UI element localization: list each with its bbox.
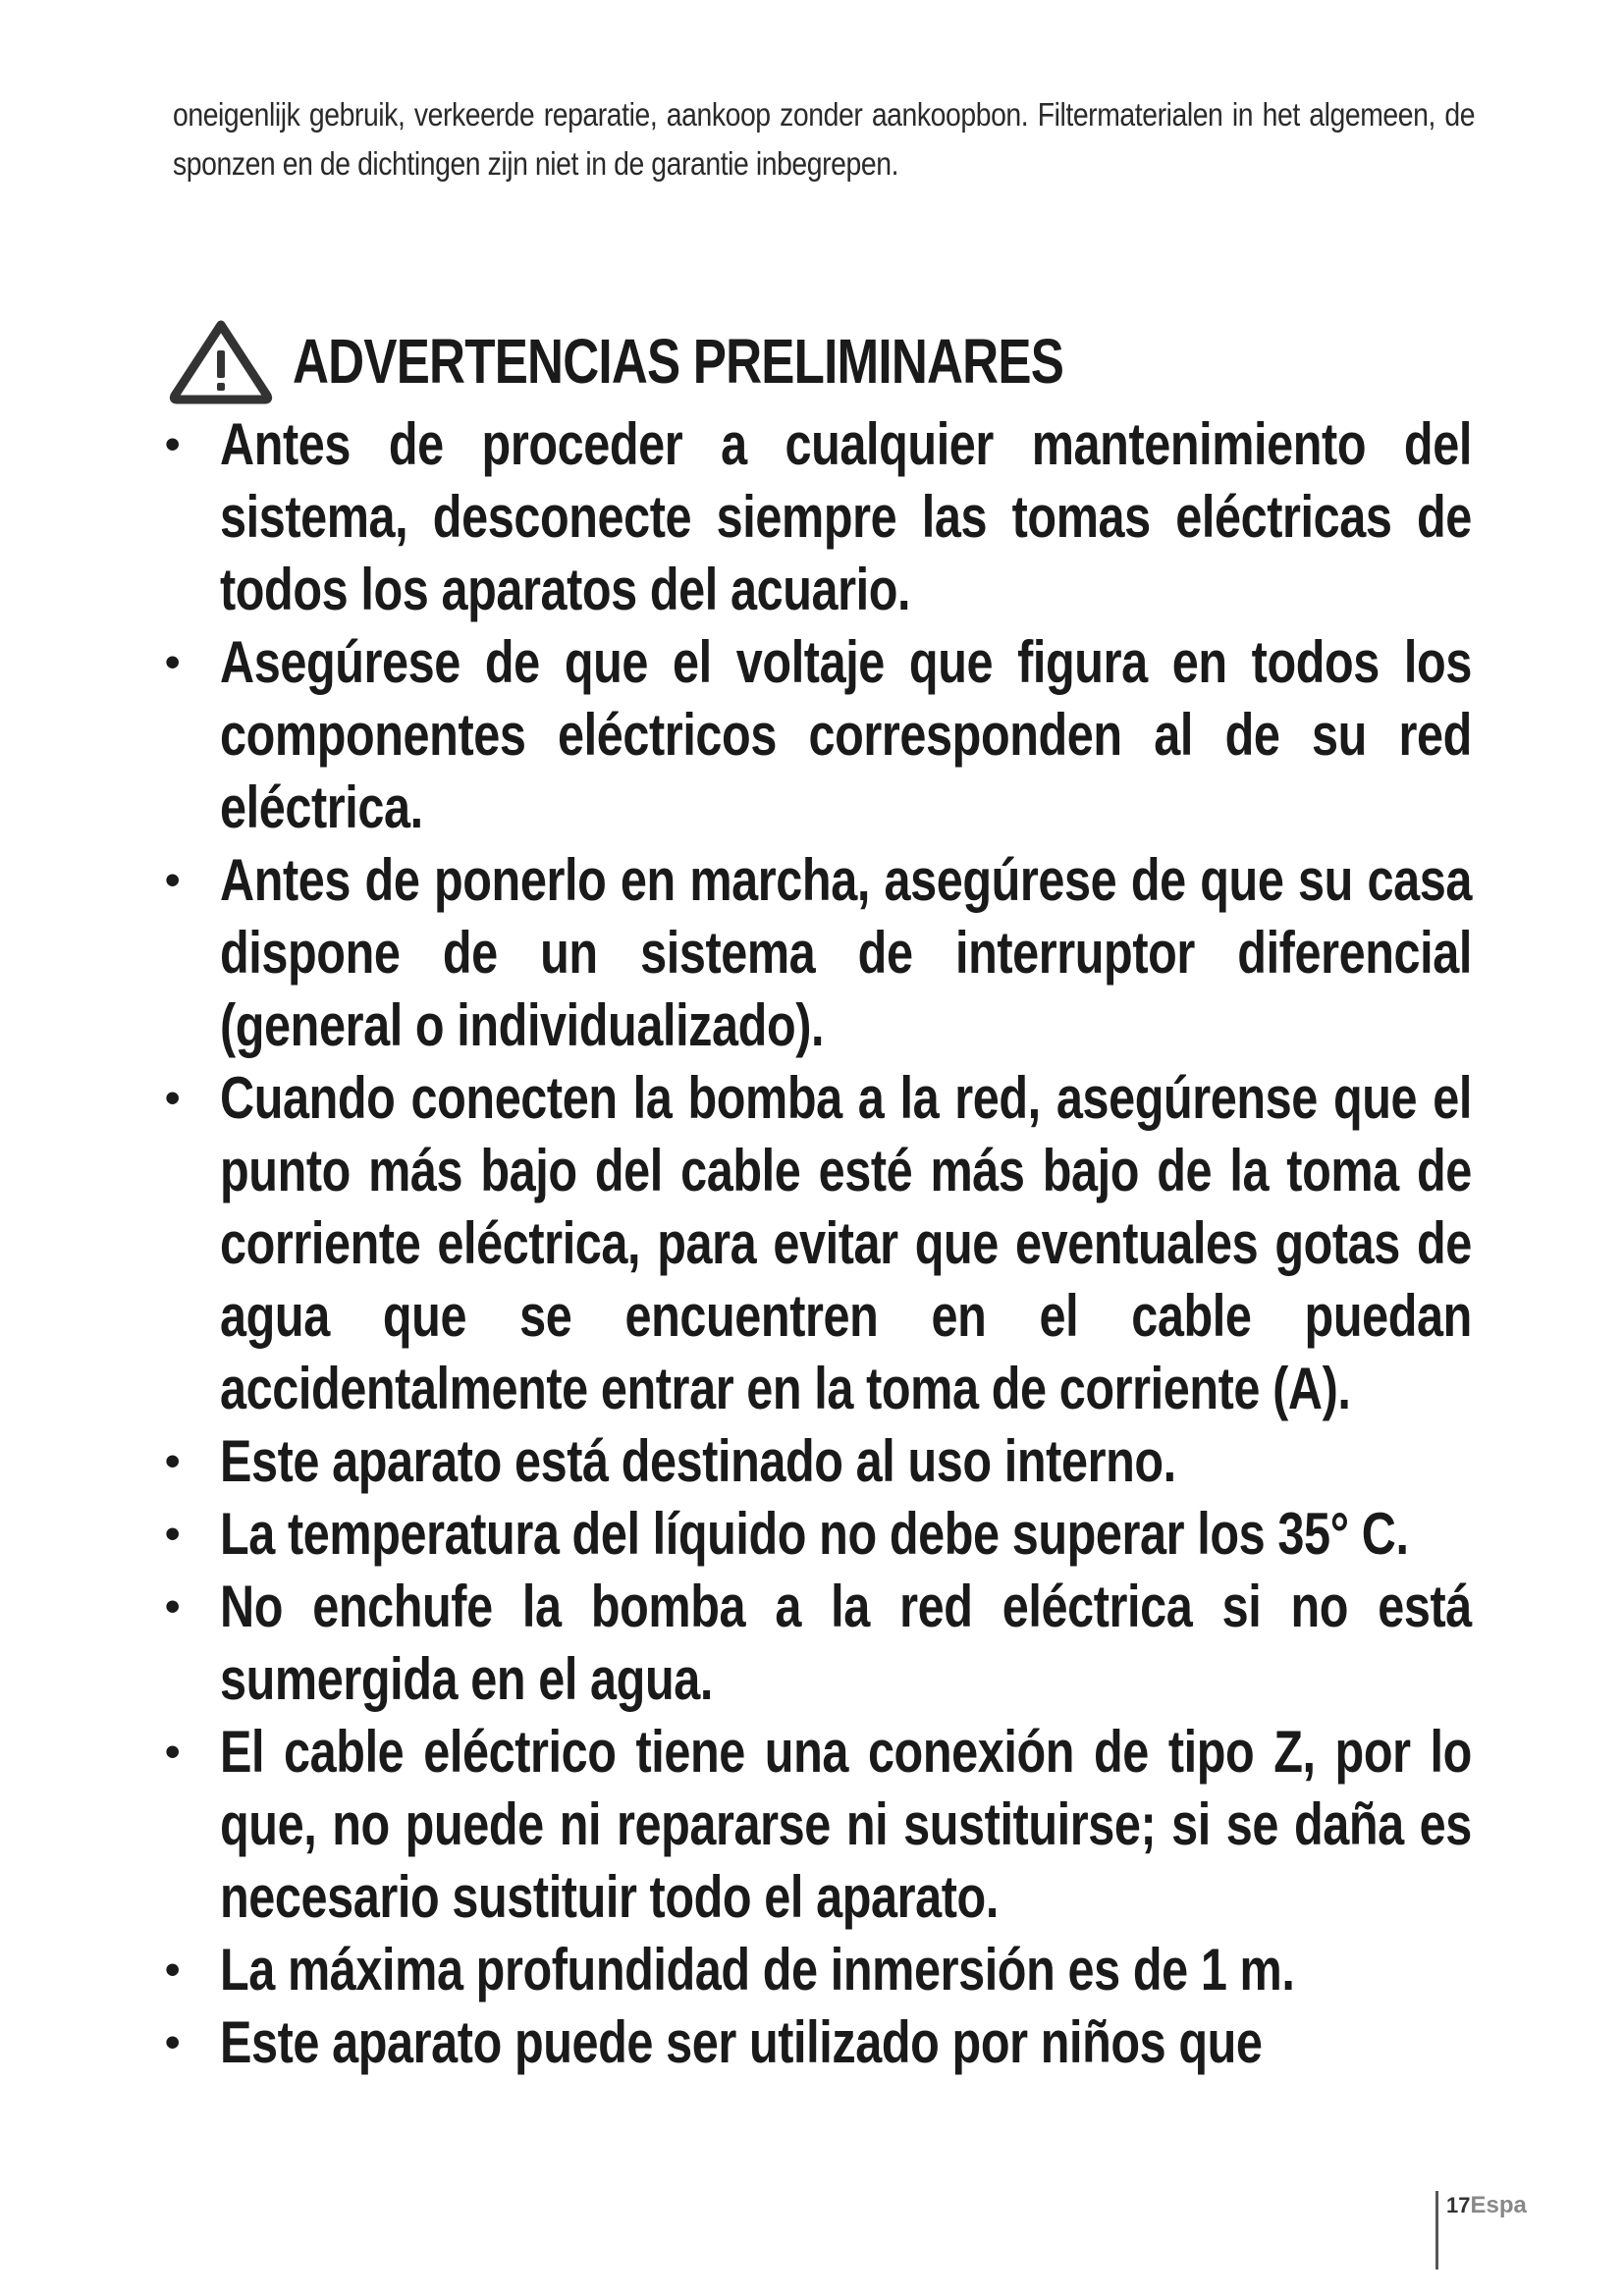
bullet: • — [165, 1074, 181, 1122]
list-item-text: No enchufe la bomba a la red eléctrica si no está sumergida en el agua. — [220, 1574, 1472, 1712]
list-item — [165, 408, 1471, 626]
list-item — [165, 1498, 1471, 1571]
section-title: ADVERTENCIAS PRELIMINARES — [293, 326, 1064, 397]
intro-paragraph: oneigenlijk gebruik, verkeerde reparatie, aankoop zonder aankoopbon. Filtermaterialen in het algemeen, de sponzen en de dichtingen zijn niet in de garantie inbegrepen. — [173, 96, 1476, 182]
bullet: • — [165, 1510, 181, 1558]
bullet: • — [165, 420, 181, 468]
bullet: • — [165, 1946, 181, 1994]
list-item — [165, 1062, 1471, 1425]
page-number: 17 — [1446, 2193, 1471, 2217]
list-item-text: El cable eléctrico tiene una conexión de tipo Z, por lo que, no puede ni repararse ni sustituirse; si se daña es necesario sustituir todo el aparato. — [220, 1719, 1472, 1930]
list-item — [165, 844, 1471, 1062]
list-item-text: Antes de proceder a cualquier mantenimiento del sistema, desconecte siempre las tomas eléctricas de todos los aparatos del acuario. — [220, 411, 1472, 622]
list-item — [165, 626, 1471, 844]
list-item-text: Asegúrese de que el voltaje que figura en todos los componentes eléctricos corresponden al de su red eléctrica. — [220, 629, 1472, 840]
list-item-text: Este aparato puede ser utilizado por niños que — [220, 2009, 1263, 2075]
list-item — [165, 1716, 1471, 1934]
footer-divider — [1435, 2191, 1438, 2269]
warnings-list — [165, 408, 1471, 2079]
list-item-text: Este aparato está destinado al uso interno. — [220, 1428, 1176, 1494]
bullet: • — [165, 1437, 181, 1485]
section-heading — [167, 312, 1256, 410]
bullet: • — [165, 638, 181, 686]
list-item — [165, 2006, 1471, 2079]
bullet: • — [165, 1728, 181, 1776]
bullet: • — [165, 2018, 181, 2066]
list-item — [165, 1425, 1471, 1498]
list-item-text: La temperatura del líquido no debe superar los 35° C. — [220, 1501, 1409, 1567]
warning-triangle-icon — [167, 317, 275, 405]
list-item — [165, 1571, 1471, 1716]
bullet: • — [165, 856, 181, 904]
bullet: • — [165, 1582, 181, 1630]
section-tab-label: Espa — [1470, 2192, 1527, 2218]
list-item-text: Antes de ponerlo en marcha, asegúrese de que su casa dispone de un sistema de interruptor diferencial (general o individualizado). — [220, 847, 1472, 1058]
list-item-text: Cuando conecten la bomba a la red, asegúrense que el punto más bajo del cable esté más bajo de la toma de corriente eléctrica, para evitar que eventuales gotas de agua que se encuentren en el cable puedan accidentalmente entrar en la toma de corriente (A). — [220, 1065, 1472, 1421]
list-item-text: La máxima profundidad de inmersión es de 1 m. — [220, 1937, 1295, 2002]
list-item — [165, 1934, 1471, 2006]
page-footer — [1435, 2191, 1527, 2269]
